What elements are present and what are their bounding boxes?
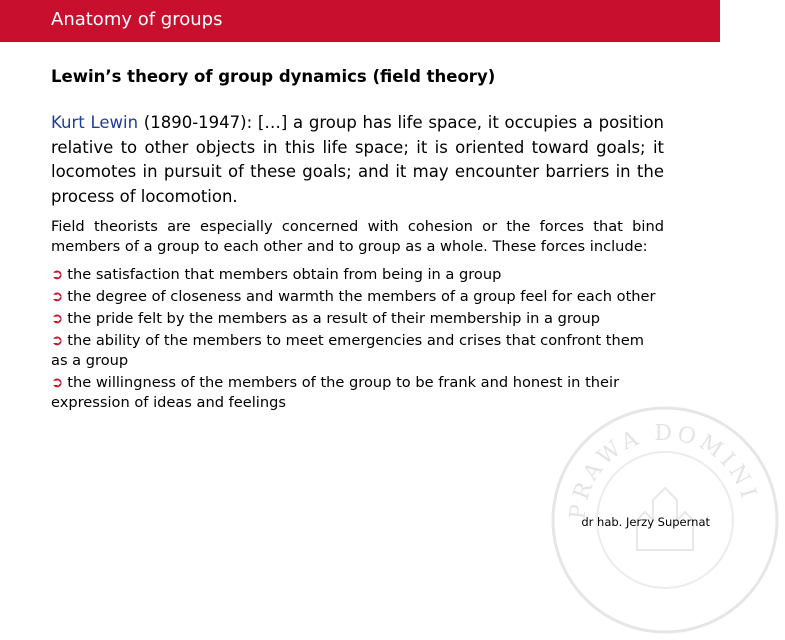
arrow-bullet-icon: ➲	[51, 266, 64, 283]
seal-lettering: PRAWA DOMINI	[565, 420, 762, 521]
arrow-bullet-icon: ➲	[51, 374, 64, 391]
arrow-bullet-icon: ➲	[51, 288, 64, 305]
bullet-text: the willingness of the members of the group to be frank and honest in their expression of ideas and feelings	[51, 374, 620, 411]
arrow-bullet-icon: ➲	[51, 310, 64, 327]
header-bar	[0, 0, 720, 42]
arrow-bullet-icon: ➲	[51, 332, 64, 349]
bullet-item	[51, 265, 664, 285]
bullet-text: the degree of closeness and warmth the members of a group feel for each other	[67, 288, 656, 305]
intro-author: Kurt Lewin	[51, 113, 139, 132]
bullet-text: the pride felt by the members as a result of their membership in a group	[67, 310, 600, 327]
bullet-item	[51, 287, 664, 307]
bullet-text: the satisfaction that members obtain from being in a group	[67, 266, 502, 283]
footer-author: dr hab. Jerzy Supernat	[581, 515, 710, 529]
intro-text: (1890-1947): […] a group has life space, it occupies a position relative to other objects in this life space; it is oriented toward goals; it locomotes in pursuit of these goals; and it may encounter barriers in the process of locomotion.	[51, 113, 664, 206]
bullet-text: the ability of the members to meet emergencies and crises that confront them as a group	[51, 332, 644, 369]
forces-paragraph: Field theorists are especially concerned with cohesion or the forces that bind members of a group to each other and to group as a whole. These forces include:	[51, 218, 664, 255]
intro-paragraph	[51, 111, 664, 209]
slide-title: Anatomy of groups	[51, 9, 223, 30]
body-text	[51, 217, 664, 415]
bullet-item	[51, 331, 664, 371]
section-heading: Lewin’s theory of group dynamics (field theory)	[51, 67, 496, 86]
bullet-item	[51, 309, 664, 329]
